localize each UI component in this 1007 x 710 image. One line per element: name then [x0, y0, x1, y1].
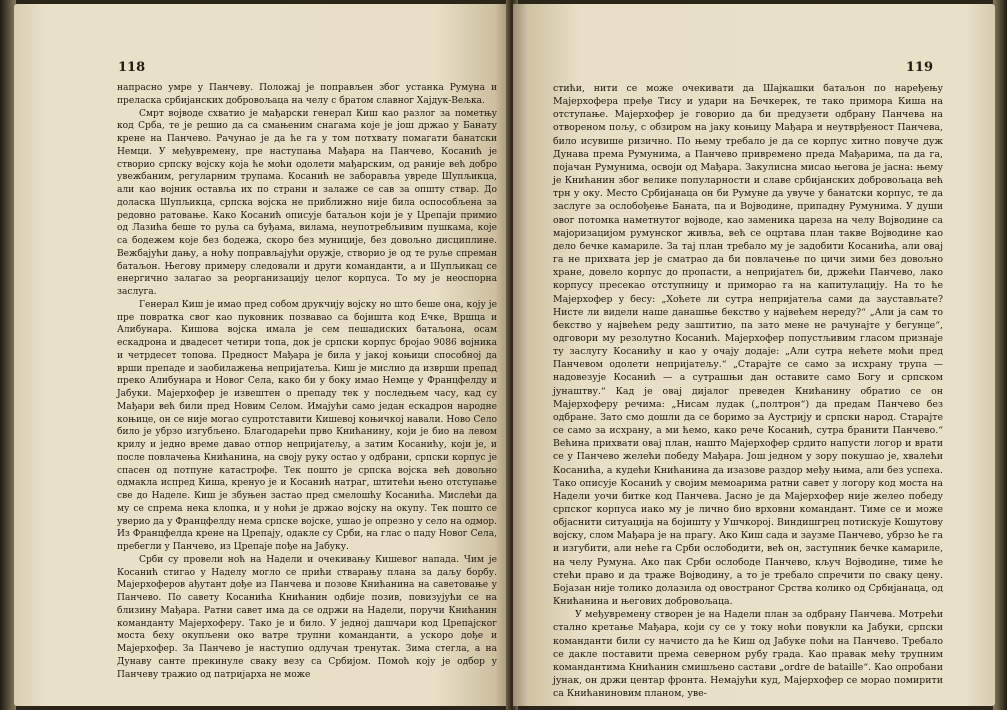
left-paragraph: напрасно умре у Панчеву. Положај је поправљен због устанка Румуна и преласка србијанских добровољаца на челу с братом славног Хајдук-Вељка.	[117, 83, 497, 106]
right-page-text	[553, 82, 943, 700]
page-number-left: 118	[118, 60, 146, 75]
page-number-right: 119	[905, 60, 933, 75]
left-paragraph: Генерал Киш је имао пред собом друкчију војску но што беше она, коју је пре повратка свог као пуковник позвавао са бојишта код Ечке, Вршца и Алибунара. Кишова војска имала је сем пешадиских батаљона, осам ескадрона и двадесет четири топа, док је српски корпус бројао 9086 војника и четрдесет топова. Предност Мађара је била у јакој коњици способној да врши препаде и заобилажења непријатеља. Киш је мислио да изврши препад преко Алибунара и Новог Села, како би у боку имао Немце у Францфелду и Јабуки. Мајерхофер је извештен о препаду тек у последњем часу, кад су Мађари већ били пред Новим Селом. Имајући само један ескадрон народне коњице, он се није могао супротставити Кишевој коњичкој навали. Ново Село било је убрзо изгубљено. Благодарећи прво Книћанину, који је био на левом крилу и једно време давао отпор непријатељу, а затим Косанићу, који је, и после повлачења Книћанина, на своју руку остао у одбрани, српски корпус је спасен од потпуне катастрофе. Тек пошто је српска војска већ довољно одмакла испред Киша, кренуо је и Косанић натраг, штитећи њено отступање све до Наделе. Киш је збуњен застао пред смелошћу Косанића. Мислећи да му се спрема нека клопка, и у ноћи је држао војску на окупу. Тек пошто се уверио да у Францфелду нема српске војске, ушао је опрезно у село на одмор. Из Францфелда крене на Црепају, одакле су Срби, на глас о паду Новог Села, пребегли у Панчево, из Црепаје пође на Јабуку.	[117, 299, 497, 552]
left-paragraph: Смрт војводе схватио је мађарски генерал Киш као разлог за пометњу код Срба, те је решио да са смањеним снагама које је још држао у Банату крене на Панчево. Рачунао је да ће га у том потхвату помагати банатски Немци. У међувремену, пре наступања Мађара на Панчево, Косанић је створио српску војску која ће моћи одолети мађарским, од раније већ добро увежбаним, регуларним трупама. Косанић не заборавља увреде Шупљикца, али као војник оставља их по страни и залаже се сав за општу ствар. До доласка Шупљикца, српска војска не приближно није била оспособљена за редовно ратовање. Како Косанић описује батаљон који је у Црепаји примио од Лазића беше то руља са буђама, вилама, неупотребљивим пушкама, које са бодежем које без бодежа, скоро без муниције, без довољно дисциплине. Вежбајући дању, а ноћу поправљајући оружје, створио је од те руље спреман батаљон. Његову примеру следовали и други команданти, а и Шупљикац се енергично залагао за реорганизацију целог корпуса. То му је неоспорна заслуга.	[117, 108, 497, 297]
right-page	[513, 4, 995, 706]
left-page	[14, 4, 510, 706]
book-edge-right	[993, 0, 1007, 710]
right-paragraph: У међувремену створен је на Надели план за одбрану Панчева. Мотрећи стално кретање Мађара, који су се у току ноћи повукли ка Јабуки, српски команданти били су начисто да ће Киш од Јабуке поћи на Панчево. Требало се дакле поставити према северном рубу града. Као правак мећу трупним командантима Книћанин смишљено састави „ordre de bataille“. Као опробани јунак, он држи центар фронта. Немајући куд, Мајерхофер се морао помирити са Книћаниновим планом, уве-	[553, 609, 943, 700]
left-page-text	[117, 82, 497, 681]
left-paragraph: Срби су провели ноћ на Надели и очекивању Кишевог напада. Чим је Косанић стигао у Наделу могло се прићи стварању плана за даљу борбу. Мајерхоферов ађутант дође из Панчева и позове Книћанина на саветовање у Панчево. По савету Косанића Книћанин одбије позив, повизујући се на близину Мађара. Ратни савет има да се одржи на Надели, поручи Книћанин команданту Мајерхоферу. Тако је и било. У једној дашчари код Црепајског моста беху окупљени око ватре трупни команданти, а ускоро дође и Мајерхофер. За Панчево је наступио одлучан тренутак. Зима стегла, а на Дунаву санте прекинуле сваку везу са Србијом. Помоћ коју је одбор у Панчеву тражио од патријарха не може	[117, 554, 497, 680]
right-paragraph: стићи, нити се може очекивати да Шајкашки батаљон по наређењу Мајерхофера пређе Тису и удари на Бечкерек, те тако примора Киша на отступање. Мајерхофер је говорио да би предузети одбрану Панчева на отвореном пољу, с обзиром на јаку коњицу Мађара и неутврђеност Панчева, било исувише ризично. По њему требало је да се корпус хитно повуче дуж Дунава према Румунима, а Панчево привремено преда Мађарима, па да га, појачан Румунима, освоји од Мађара. Закулисна мисао његова је јасна: њему је Книћанин због велике популарности и славе србијанских добровољаца већ трн у оку. Место Србијанаца он би Румуне да увуче у банатски корпус, те да заслуге за ослобођење Баната, па и Војводине, припадну Румунима. У души овог потомка наметнутог војводе, као заменика цареза на челу Војводине са мајоризацијом румунског живља, већ се оцртава план такве Војводине као дело бечке камариле. За тај план требало му је задобити Косанића, али овај га не прихвата јер је сматрао да би повлачење по цичи зими без довољно хране, довело корпус до пропасти, а непријатељ би, држећи Панчево, лако корпусу пресекао отступницу и приморао га на капитулацију. На то ће Мајерхофер у бесу: „Хоћете ли сутра непријатеља сами да заустављате? Нисте ли видели наше данашње бекство у највећем нереду?“ „Али ја сам то бекство у највећем реду заштитио, па зато мене не рачунајте у бегунце“, одговори му резолутно Косанић. Мајерхофер попустљивим гласом признаје ту заслугу Косанићу и као у очају додаје: „Али сутра нећете моћи пред Панчевом одолети непријатељу.“ „Старајте се само за исхрану трупа — надовезује Косанић — а сутрашњи дан оставите само Богу и српском јунаштву.“ Кад је овај дијалог преведен Книћанину обратио се он Мајерхоферу речима: „Нисам лудак („полтрон“) да предам Панчево без одбране. Зато смо дошли да се боримо за Аустрију и српски народ. Старајте се само за исхрану, а ми ћемо, како рече Косанић, сутра бранити Панчево.“ Већина прихвати овај план, нашто Мајерхофер срдито напусти логор и врати се у Панчево желећи победу Мађара. Још једном у зору покушао је, хвалећи Косанића, а кудећи Книћанина да изазове раздор међу њима, али без успеха. Тако описује Косанић у својим мемоарима ратни савет у логору код моста на Надели уочи битке код Панчева. Јасно је да Мајерхофер није желео победу српског корпуса иако му је лично био врховни командант. Тиме се и може објаснити ситуација на бојишту у Ушчкорој. Виндишгрец потискује Кошутову војску, слом Мађара је на прагу. Ако Киш сада и заузме Панчево, убрзо ће га и изгубити, али неће га Срби ослободити, већ он, заступник бечке камариле, на челу Румуна. Ако пак Срби ослободе Панчево, кључ Војводине, тиме ће стећи право и да траже Војводину, а то је требало спречити по сваку цену. Бојазан није толико долазила од овостраног Срства колико од Србијанаца, од Книћанина и његових добровољаца.	[553, 83, 943, 608]
